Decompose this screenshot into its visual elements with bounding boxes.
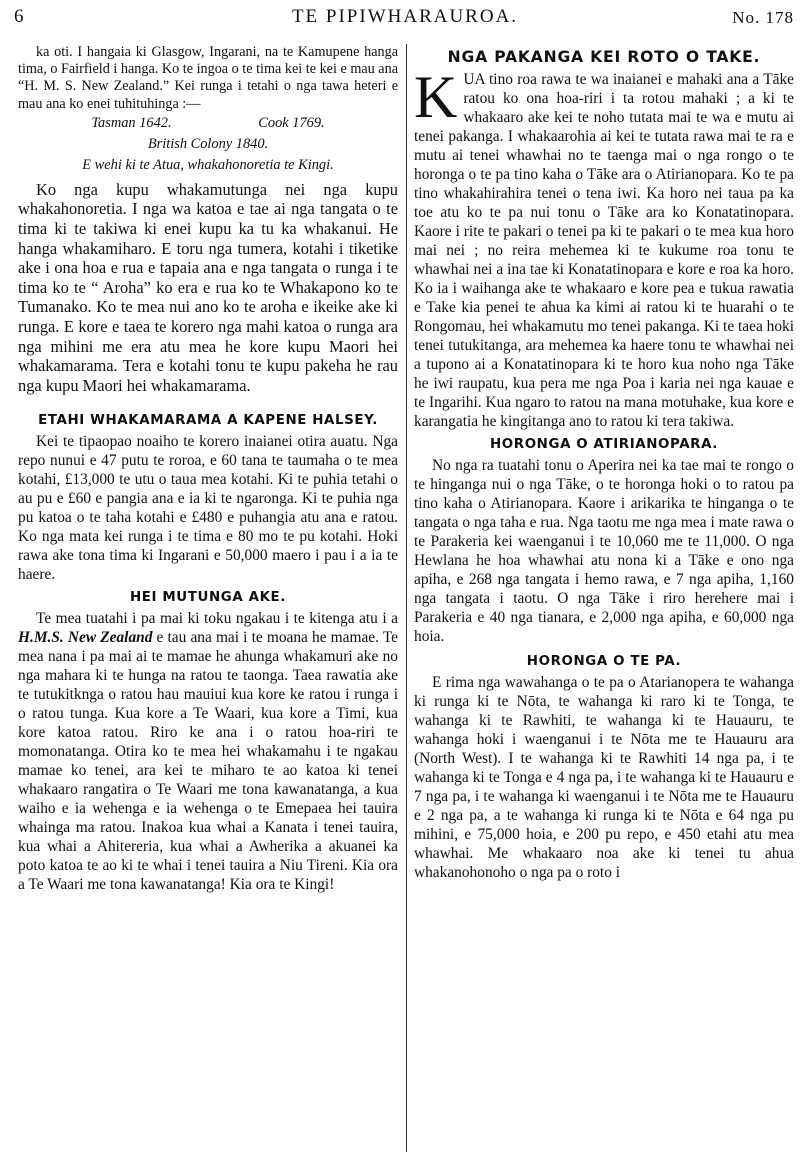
heading-atirianopara: HORONGA O ATIRIANOPARA.: [490, 437, 718, 452]
pakanga-text: UA tino roa rawa te wa inaianei e mahaki ana a Tāke ratou ko ona hoa-riri i ta rotou mahaki ; a ki te whakaaro ake kei te noho tutata mai te wa e mutu ai tenei pakanga. I whakaarohia ai kei te tutata rawa mai te ra e mutu ai tenei whawhai no te taenga mai o nga rongo o te horonga o te pa tino kaha o Tāke ara o Atirianopara. Ko te pa tino whakahirahira tenei o tena iwi. Ka horo nei taua pa ka toe atu ko te pa nui tonu o Tāke ara ko Konatatinopara. Kaore i rite te pakari o tenei pa ki te pakari o te mea kua horo mai nei ; no reira mehemea ki te kukume roa tonu te whawhai nei a ina tae ki Konatatinopara e kore e roa ka horo. Ko ia i waihanga ake te whakaaro e kore pea e tukua rawatia e Take kia penei te ahua ka kimi ai ratou ki te huarahi o te Rongomau, hei whakamutu mo tenei pakanga. Ki te taea hoki tenei tutukitanga, ara mehemea ka haere tonu te whawhai nei a tupono ai a Konatatinopara ki te horo kua noho nga Tāke he iwi raupatu, kua pera me nga Poa i karia nei nga kauae e te Ingarihi. Kua ngaro to ratou na mana motuhake, kua kore e karangatia he kingitanga ano to ratou ki tera takiwa.: [414, 71, 794, 430]
mutunga-text-rest: e tau ana mai i te moana he mamae. Te mea nana i pa mai ai te mamae he ahunga whakamuri ake no nga mahara ki te hunga na ratou te taonga. Taea rawatia ake te tutukitknga o ratou hau mauiui kua kore ke ratou i runga i o ratou tunga. Kua kore a Te Waari, kua kore a Timi, kua kore katoa ratou. Riro ke ana i o ratou hoa-riri te momonatanga. Otira ko te mea hei whakamahu i te ngakau mamae ko tenei, ara kei te miharo te ao katoa ki tenei whakaaro rangatira o Te Waari me tona kawanatanga, a kua waiho e ia wehenga e ia wehenga o te Emepaea hei tauira whainga ma ratou. Inakoa kua whai a Kanata i tenei tauira, kua whai a Ahitereria, kua whai a Awherika a akuanei ka poto katoa te ao ki te whai i tenei tauira a Niu Tireni. Kia ora a Te Waari me tona kawanatanga! Kia ora te Kingi!: [18, 629, 398, 894]
mutunga-paragraph: [18, 609, 398, 894]
halsey-paragraph: Kei te tipaopao noaiho te korero inaianei otira auatu. Nga repo nunui e 47 putu te roroa, e 60 tana te taumaha o te mea kotahi, £13,000 te utu o taua mea kotahi. Ki te puhia tetahi o au pu e £60 e pangia ana e ia ki te ngaronga. Ki te puhia nga pu katoa o te taha kotahi e £480 e puhangia atu ana e ratou. Ko nga mata kei runga i te tima e 80 mo te pu kotahi. Hoki rawa ake tona tima ki Ingarani e 50,000 maero i pau i a ia te haere.: [18, 433, 398, 584]
motto-cook: Cook 1769.: [258, 114, 325, 131]
motto-tasman: Tasman 1642.: [91, 114, 172, 131]
left-column: [18, 44, 398, 894]
atirianopara-paragraph: No nga ra tuatahi tonu o Aperira nei ka tae mai te rongo o te hinganga nui o nga Tāke, o te horonga hoki o to ratou pa tino kaha o Atirianopara. Kaore i arikarika te hinganga o te tangata o nga taha e rua. Nga taotu me nga mea i mate rawa o te Parakeria kei waenganui i te 10,060 me te 11,000. O nga Hewlana he hoa whawhai atu nona ki a Tāke e ono nga apiha, e 268 nga tangata i hemo rawa, e 7 nga apiha, 1,160 nga tangata i taotu. O nga Tāke i riro herehere mai i Parakeria e 40 nga tianara, e 2,000 nga apiha, e 60,000 nga hoia.: [414, 457, 794, 645]
publication-title: TE PIPIWHARAUROA.: [291, 6, 519, 27]
heading-tepa: HORONGA O TE PA.: [526, 654, 682, 669]
heading-halsey: ETAHI WHAKAMARAMA A KAPENE HALSEY.: [38, 413, 378, 429]
column-divider: [406, 44, 407, 1152]
right-column: [414, 44, 794, 882]
pakanga-paragraph: [414, 64, 794, 431]
ship-name: H.M.S. New Zealand: [18, 629, 153, 647]
motto-line-2: British Colony 1840.: [147, 135, 269, 152]
page-header: [10, 6, 800, 36]
tepa-paragraph: E rima nga wawahanga o te pa o Atarianopera te wahanga ki runga ki te Nōta, te wahanga ki raro ki te Tonga, te wahanga ki te Rawhiti, te wahanga ki te Hauauru, te wahanga hoki i waenganui i te Nōta me te Hauauru ara (North West). I te wahanga ki te Rawhiti 14 nga pa, i te wahanga ki te Tonga e 4 nga pa, i te wahanga ki te Hauauru e 7 nga pa, i te wahanga ki waenganui i te Nōta me te Hauauru e 2 nga pa, a te wahanga ki runga ki te Nōta e 64 nga pu mihini, e 75,000 hoia, e 200 pu repo, e 450 etahi atu mea whawhai. Me whakaaro noa ake ki tenei tu ahua whakanohonoho o nga pa o roto i: [414, 674, 794, 881]
closing-paragraph: Ko nga kupu whakamutunga nei nga kupu whakahonoretia. I nga wa katoa e tae ai nga tangata o te tima ki te takiwa ki enei kupu ka tu ka whakanui. He hanga whakamiharo. E toru nga tumera, kotahi i tiketike ake i ona hoa e rua e tapaia ana e nga tangata o runga i te tima ko te “ Aroha” ko era e rua ko te Whakapono ko te Tumanako. Ko te mea nui ano ko te aroha e ikeike ake ki runga. E kore e taea te korero nga mahi katoa o runga ara nga mihini me era atu mea he kore kupu Maori hei whakamarama. Tera e kotahi tonu te kupu pakeha he rau nga kupu Maori hei whakamarama.: [18, 179, 398, 395]
heading-mutunga: HEI MUTUNGA AKE.: [129, 590, 286, 606]
mutunga-text-start: Te mea tuatahi i pa mai ki toku ngakau i te kitenga atu i a: [36, 610, 398, 628]
heading-pakanga: NGA PAKANGA KEI ROTO O TAKE.: [447, 48, 761, 66]
issue-number: No. 178: [732, 8, 794, 27]
intro-paragraph: ka oti. I hangaia ki Glasgow, Ingarani, na te Kamupene hanga tima, o Fairfield i hanga. Ko te ingoa o te tima kei te kei e mau ana “H. M. S. New Zealand.” Kei runga i tetahi o nga tawa heteri e mau ana ko enei tuhituhinga :—: [18, 44, 398, 112]
page-number: 6: [14, 6, 24, 27]
motto-line-1: [18, 113, 398, 134]
drop-cap: K: [414, 64, 458, 130]
motto-line-3: E wehi ki te Atua, whakahonoretia te Kingi.: [82, 156, 334, 173]
